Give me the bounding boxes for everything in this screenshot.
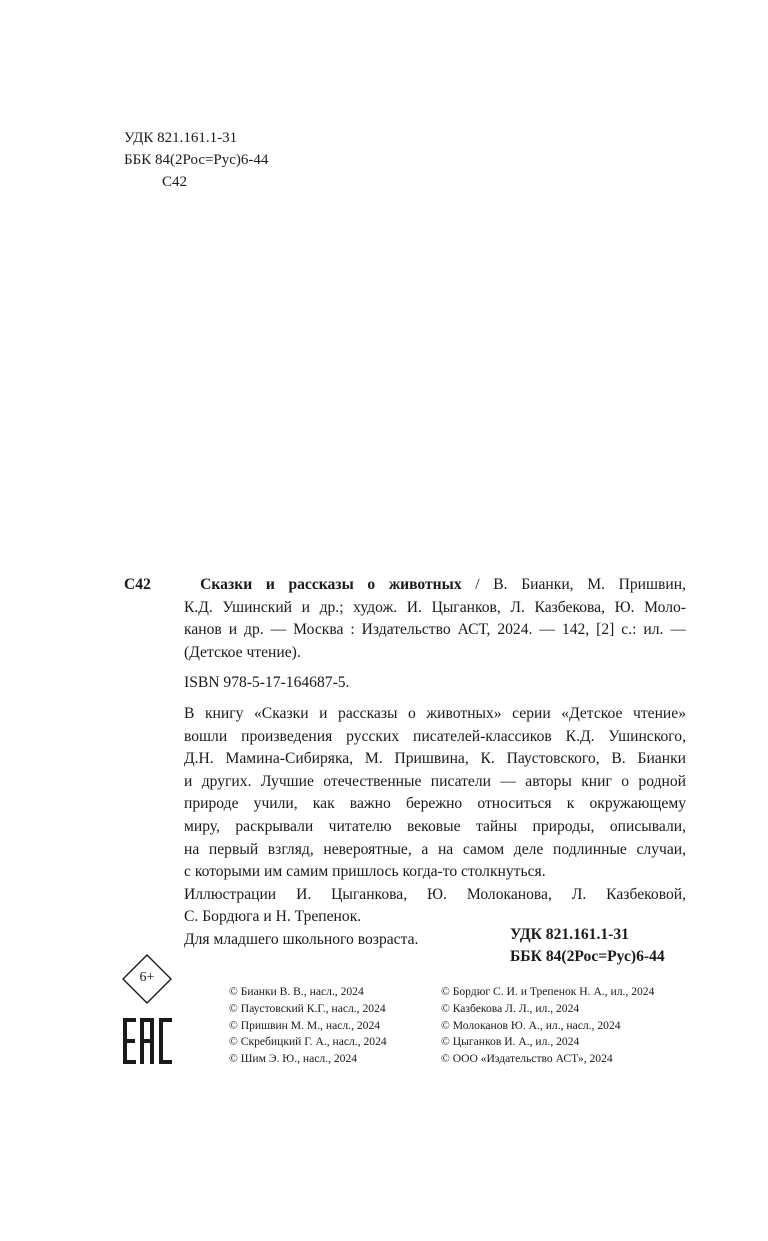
entry-line-3: канов и др. — Москва : Издательство АСТ, 2024. — 142, [2] с.: ил. —	[184, 621, 686, 639]
entry-line-2: К.Д. Ушинский и др.; худож. И. Цыганков, Л. Казбекова, Ю. Моло-	[184, 598, 686, 616]
udk-code: УДК 821.161.1-31	[124, 130, 238, 146]
copyright-line: © Паустовский К.Г., насл., 2024	[229, 1001, 386, 1015]
entry-line-1	[124, 574, 686, 597]
copyright-line: © Бианки В. В., насл., 2024	[229, 985, 364, 998]
copyright-line: © Цыганков И. А., ил., 2024	[441, 1035, 580, 1049]
annotation-line: с которыми им самим пришлось когда-то столкнуться.	[184, 863, 546, 881]
annotation-line: Д.Н. Мамина-Сибиряка, М. Пришвина, К. Паустовского, В. Бианки	[184, 750, 686, 768]
copyrights-left	[229, 984, 387, 1068]
author-mark: С42	[162, 174, 188, 190]
audience: Для младшего школьного возраста.	[184, 930, 419, 948]
footer-udk-code: УДК 821.161.1-31	[510, 926, 629, 943]
eac-mark	[123, 1018, 172, 1064]
bibliographic-entry	[124, 574, 686, 952]
illustrators-line-2: С. Бордюга и Н. Трепенок.	[184, 908, 362, 926]
annotation-line: вошли произведения русских писателей-классиков К.Д. Ушинского,	[184, 727, 686, 745]
isbn: ISBN 978-5-17-164687-5.	[184, 674, 350, 692]
copyright-line: © Бордюг С. И. и Трепенок Н. А., ил., 2024	[441, 985, 655, 998]
age-rating-text: 6+	[139, 970, 155, 985]
copyright-line: © Пришвин М. М., насл., 2024	[229, 1018, 381, 1032]
copyright-line: © ООО «Издательство АСТ», 2024	[441, 1052, 613, 1066]
annotation-line: и других. Лучшие отечественные писатели — авторы книг о родной	[184, 772, 686, 790]
copyright-line: © Молоканов Ю. А., ил., насл., 2024	[441, 1018, 621, 1032]
annotation	[124, 703, 686, 884]
copyright-line: © Шим Э. Ю., насл., 2024	[229, 1052, 358, 1066]
book-title: Сказки и рассказы о животных	[200, 576, 462, 593]
entry-line-4: (Детское чтение).	[184, 643, 301, 661]
annotation-line: В книгу «Сказки и рассказы о животных» серии «Детское чтение»	[184, 704, 686, 722]
copyright-line: © Скребицкий Г. А., насл., 2024	[229, 1035, 387, 1049]
entry-code: С42	[124, 576, 151, 593]
annotation-line: на первый взгляд, невероятные, а на самом деле подлинные случаи,	[184, 840, 686, 858]
authors-start: / В. Бианки, М. Пришвин,	[475, 576, 686, 593]
copyrights-right	[441, 984, 654, 1068]
age-rating-badge	[122, 954, 172, 1004]
annotation-line: миру, раскрывали читателю вековые тайны природы, описывали,	[184, 817, 686, 835]
eac-icon	[123, 1018, 172, 1064]
bbk-code: ББК 84(2Рос=Рус)6-44	[124, 152, 269, 168]
footer-bbk-code: ББК 84(2Рос=Рус)6-44	[510, 948, 665, 965]
illustrators-line-1: Иллюстрации И. Цыганкова, Ю. Молоканова, Л. Казбековой,	[184, 885, 686, 903]
copyright-line: © Казбекова Л. Л., ил., 2024	[441, 1001, 580, 1015]
annotation-line: природе учили, как важно бережно относиться к окружающему	[184, 795, 686, 813]
